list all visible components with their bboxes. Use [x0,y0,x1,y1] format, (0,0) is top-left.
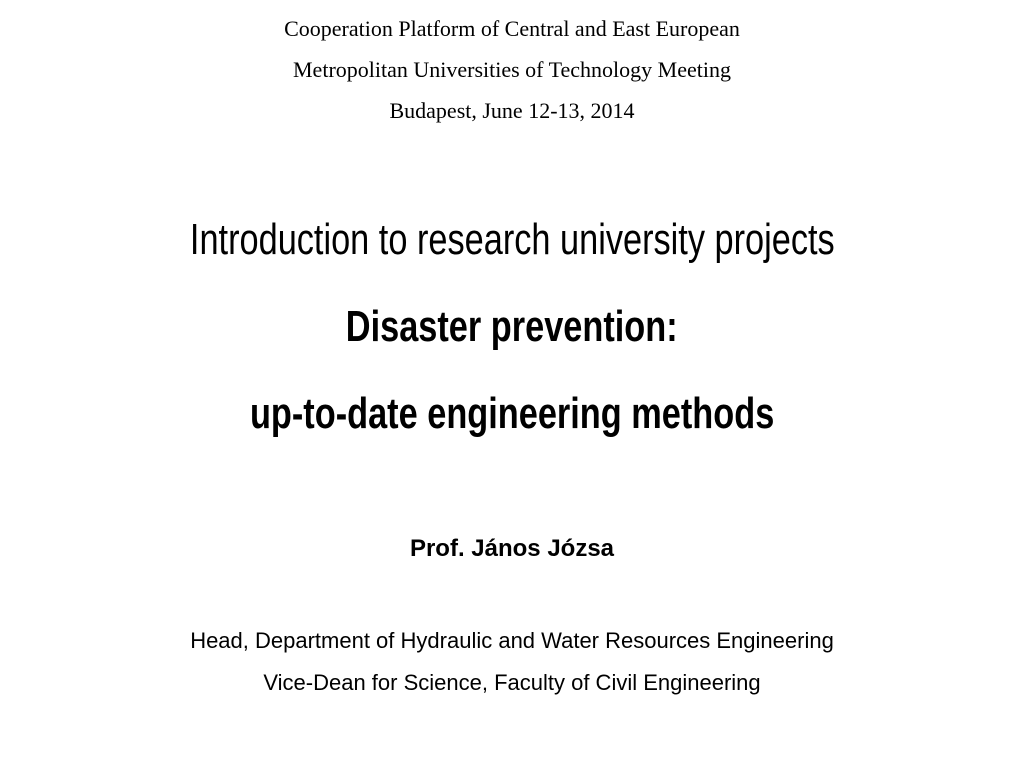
header-line-2-text: Metropolitan Universities of Technology Meeting [293,57,731,82]
author-name-text: Prof. János Józsa [409,535,615,562]
subtitle-line-2-text: up-to-date engineering methods [249,389,775,438]
affiliation-line-2-text: Vice-Dean for Science, Faculty of Civil Engineering [263,670,761,695]
header-line-2 [0,59,1024,81]
header-line-1 [0,18,1024,40]
subtitle-line-1 [0,302,1024,351]
page-title-text: Introduction to research university projects [189,215,835,264]
subtitle-line-1-text: Disaster prevention: [346,302,678,351]
affiliation-line-1-text: Head, Department of Hydraulic and Water Resources Engineering [190,628,834,653]
subtitle-line-2 [0,389,1024,438]
affiliation-line-2 [0,672,1024,694]
header-line-3-text: Budapest, June 12-13, 2014 [389,98,635,123]
page-title [0,215,1024,264]
header-line-3 [0,100,1024,122]
author-name [0,537,1024,561]
affiliation-line-1 [0,630,1024,652]
header-line-1-text: Cooperation Platform of Central and East European [284,16,740,41]
